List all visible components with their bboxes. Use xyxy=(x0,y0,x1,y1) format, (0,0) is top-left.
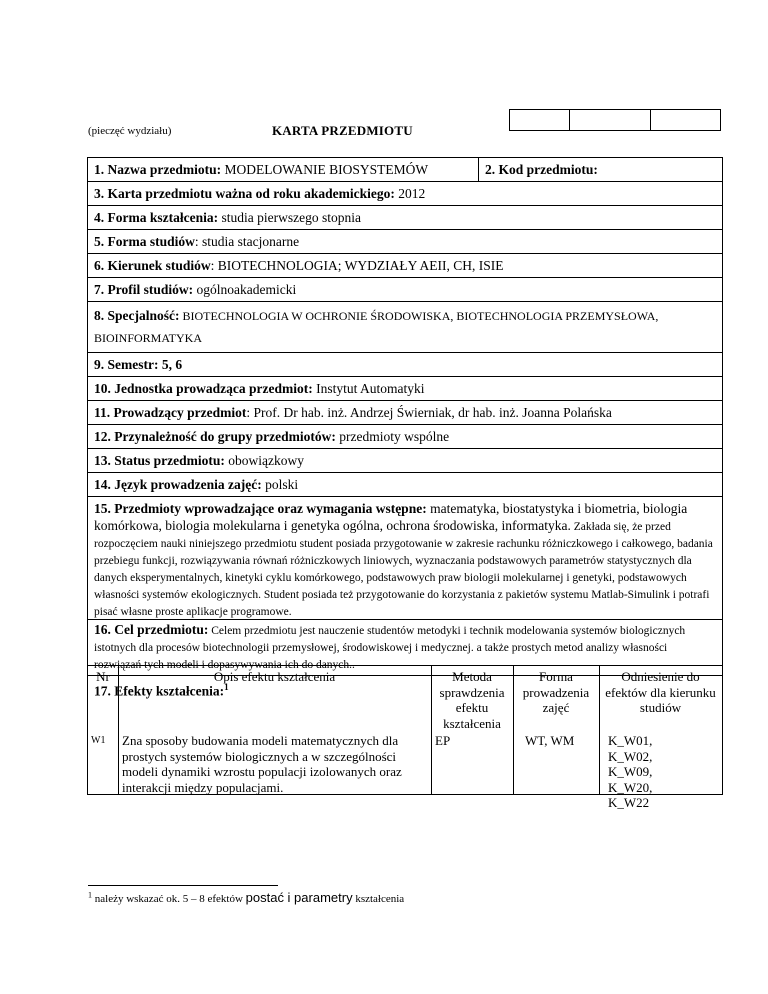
row-education-form xyxy=(88,206,722,230)
field-value: matematyka, biostatystyka i biometria, biologia komórkowa, biologia molekularna i genetyka ogólna, ochrona środowiska, informatyka. xyxy=(94,501,688,533)
field-value: : Prof. Dr hab. inż. Andrzej Świerniak, dr hab. inż. Joanna Polańska xyxy=(246,405,612,420)
field-label: 17. Efekty kształcenia: xyxy=(94,683,225,699)
row-course-status xyxy=(88,449,722,473)
row-prerequisites xyxy=(88,497,722,619)
field-label: 4. Forma kształcenia: xyxy=(94,210,219,225)
row-study-form xyxy=(88,230,722,254)
table-row-form: WT, WM xyxy=(525,733,575,748)
header-form: Forma prowadzenia zajęć xyxy=(522,669,590,715)
field-value: Celem przedmiotu jest nauczenie studentów metodyki i technik modelowania systemów biologicznych istotnych dla procesów biotechnologii przemysłowej, środowiskowej i medycznej. a także prostych metod analizy własności rozwiązań tych modeli i dopasywywania ich do danych.. xyxy=(94,625,686,671)
code-box xyxy=(651,110,720,130)
field-label: 2. Kod przedmiotu: xyxy=(485,162,598,177)
field-label: 12. Przynależność do grupy przedmiotów: xyxy=(94,429,336,444)
field-value: przedmioty wspólne xyxy=(335,429,450,444)
field-label: 8. Specjalność: xyxy=(94,308,180,323)
field-value: : BIOTECHNOLOGIA; WYDZIAŁY AEII, CH, ISIE xyxy=(210,258,504,273)
footnote: $^1$ należy wskazać ok. 5 – 8 efektów postać i parametry kształcenia xyxy=(88,890,405,905)
field-value: obowiązkowy xyxy=(224,453,304,468)
table-row-description: Zna sposoby budowania modeli matematycznych dla prostych systemów biologicznych a w szczególności modeli dynamiki wzrostu populacji izolowanych oraz interakcji między populacjami. xyxy=(122,733,402,795)
row-lecturer xyxy=(88,401,722,425)
field-label: 7. Profil studiów: xyxy=(94,282,194,297)
field-value: Instytut Automatyki xyxy=(312,381,425,396)
course-name-value: MODELOWANIE BIOSYSTEMÓW xyxy=(221,162,429,177)
field-label: 15. Przedmioty wprowadzające oraz wymagania wstępne: xyxy=(94,501,427,516)
field-value: polski xyxy=(261,477,299,492)
header-nr: Nr xyxy=(96,669,110,684)
field-label: 14. Język prowadzenia zajęć: xyxy=(94,477,262,492)
field-value: ogólnoakademicki xyxy=(193,282,297,297)
field-value: : studia stacjonarne xyxy=(194,234,300,249)
page-title: KARTA PRZEDMIOTU xyxy=(272,123,413,138)
field-label: 10. Jednostka prowadząca przedmiot: xyxy=(94,381,313,396)
row-language xyxy=(88,473,722,497)
field-label: 5. Forma studiów xyxy=(94,234,195,249)
field-value: BIOTECHNOLOGIA W OCHRONIE ŚRODOWISKA, BIOTECHNOLOGIA PRZEMYSŁOWA, BIOINFORMATYKA xyxy=(94,309,659,345)
header-method: Metoda sprawdzenia efektu kształcenia xyxy=(439,669,505,731)
row-study-profile xyxy=(88,278,722,302)
table-row-nr: W1 xyxy=(91,735,106,746)
stamp-label: (pieczęć wydziału) xyxy=(88,125,172,137)
footnote-divider xyxy=(88,885,278,886)
field-label: 16. Cel przedmiotu: xyxy=(94,622,209,637)
header-reference: Odniesienie do efektów dla kierunku studiów xyxy=(605,669,716,715)
field-label: 6. Kierunek studiów xyxy=(94,258,211,273)
field-label: 11. Prowadzący przedmiot xyxy=(94,405,247,420)
row-valid-from xyxy=(88,182,722,206)
field-label: 3. Karta przedmiotu ważna od roku akademickiego: xyxy=(94,186,395,201)
field-value: 2012 xyxy=(394,186,426,201)
field-label: 13. Status przedmiotu: xyxy=(94,453,225,468)
table-row-reference: K_W01, K_W02, K_W09, K_W20, K_W22 xyxy=(608,733,653,810)
row-course-name xyxy=(88,158,722,182)
course-code-boxes xyxy=(509,109,721,131)
footnote-mark: 1 xyxy=(88,890,92,900)
row-specialization xyxy=(88,302,722,353)
row-unit xyxy=(88,377,722,401)
code-box xyxy=(570,110,650,130)
field-label: 9. Semestr: 5, 6 xyxy=(94,357,183,372)
footnote-ref: 1 xyxy=(224,682,229,692)
row-course-group xyxy=(88,425,722,449)
row-field-of-study xyxy=(88,254,722,278)
table-row-method: EP xyxy=(435,733,451,748)
course-card-form xyxy=(87,157,723,703)
field-label: 1. Nazwa przedmiotu: xyxy=(94,162,222,177)
code-box xyxy=(510,110,570,130)
row-semester xyxy=(88,353,722,377)
field-value: studia pierwszego stopnia xyxy=(218,210,361,225)
effects-table xyxy=(87,665,723,810)
header-description: Opis efektu kształcenia xyxy=(213,669,336,684)
field-value: Zakłada się, że przed rozpoczęciem nauki niniejszego przedmiotu student posiada przygotowanie w zakresie rachunku różniczkowego i całkowego, badania przebiegu funkcji, rozwiązywania równań różniczkowych liniowych, wyznaczania podstawowych parametrów statystycznych dla danych eksperymentalnych, kinetyki cyklu komórkowego, podstawowych praw biologii molekularnej i genetyki, podstawowych własności systemów ekologicznych. Student posiada też przygotowanie do korzystania z pakietów systemu Matlab-Simulink i potrafi pisać własne proste aplikacje programowe. xyxy=(94,521,713,618)
